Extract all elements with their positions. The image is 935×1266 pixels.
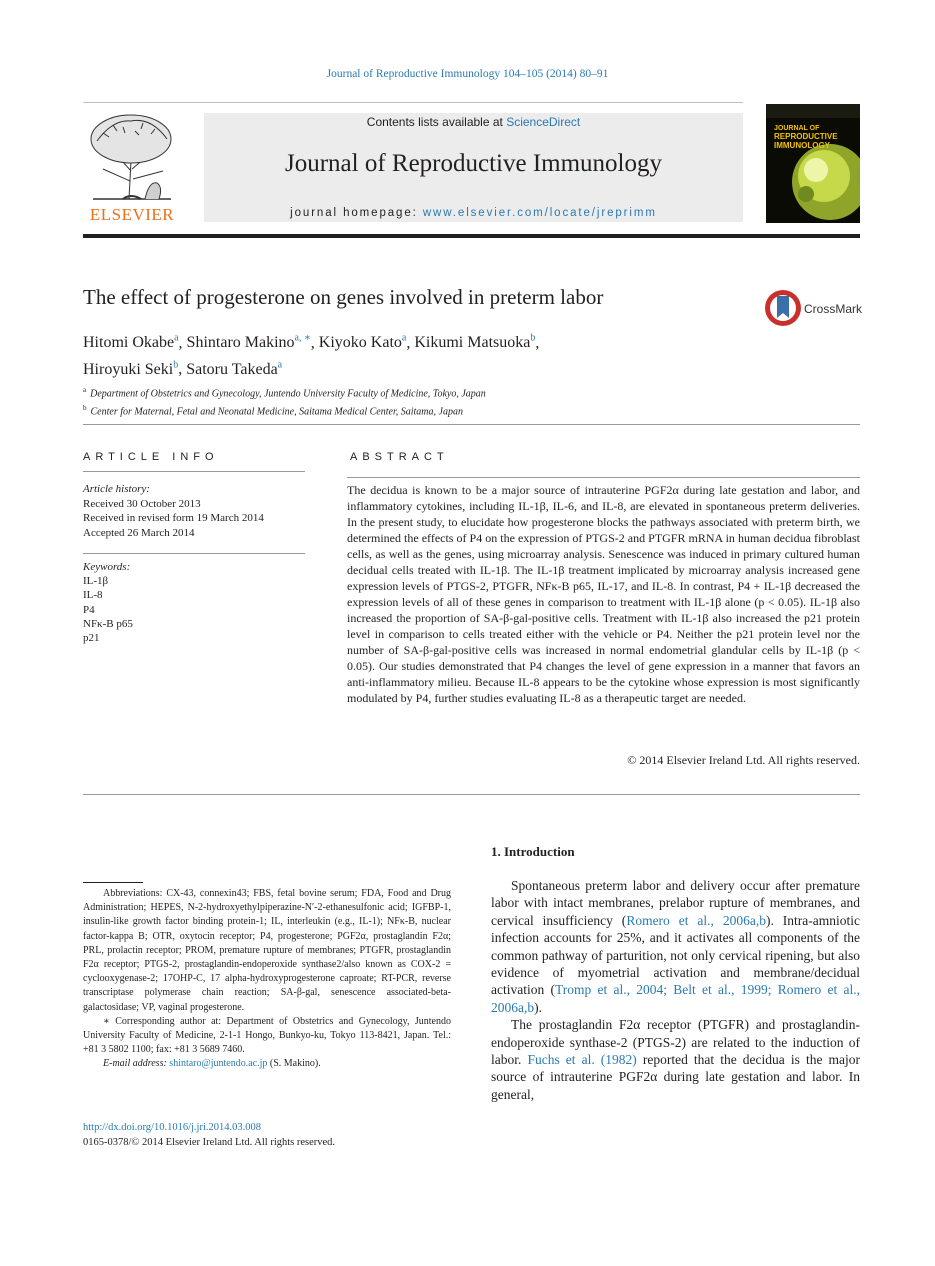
abstract-heading: ABSTRACT [350,451,449,463]
affiliation-label: b [83,404,87,413]
copyright-notice: © 2014 Elsevier Ireland Ltd. All rights reserved. [627,753,860,767]
abbreviations-footnote: Abbreviations: CX-43, connexin43; FBS, fetal bovine serum; FDA, Food and Drug Administration; HEPES, N-2-hydroxyethylpiperazine-N′-2-ethanesulfonic acid; IGFBP-1, insulin-like growth factor binding protein-1; IL, interleukin (e.g., IL-1); NFκ-B, nuclear factor-kappa B; OTR, oxytocin receptor; P4, progesterone; PGF2α, prostaglandin F2α; PRL, prolactin receptor; PROM, premature rupture of membranes; PTGFR, prostaglandin F2α receptor; PTGS-2, prostaglandin-endoperoxide synthase2/also known as COX-2 = cyclooxygenase-2; 17OHP-C, 17 alpha-hydroxyprogesterone caproate; RT-PCR, reverse transcriptase polymerase chain reaction; SA-β-gal, senescence associated-beta-galactosidase; VP, vaginal progesterone. [83,888,451,1013]
introduction-body [491,877,860,1103]
article-history [83,482,305,540]
separator: , [406,334,415,352]
crossmark-icon [764,288,862,328]
affiliation-marker[interactable]: b [530,333,536,344]
history-label: Article history: [83,483,150,495]
author[interactable] [186,361,282,378]
history-item: Received 30 October 2013 [83,497,201,510]
separator: , [178,360,187,378]
email-footnote [83,1057,451,1071]
cover-title: JOURNAL OF [774,125,820,132]
cover-artwork [766,104,860,223]
journal-cover-image[interactable] [766,104,860,223]
journal-homepage [204,207,743,219]
citation-link[interactable]: Tromp et al., 2004; Belt et al., 1999; Romero et al., 2006a,b [491,982,860,1015]
divider [83,424,860,425]
text: The prostaglandin F2α receptor (PTGFR) and prostaglandin-endoperoxide synthase-2 (PTGS-2) are related to the induction of labor. [491,1017,860,1068]
divider [83,794,860,795]
crossmark-label: CrossMark [804,302,862,316]
author-name: Hitomi Okabe [83,334,175,352]
issn-line: 0165-0378/© 2014 Elsevier Ireland Ltd. All rights reserved. [83,1137,336,1148]
abstract-text: The decidua is known to be a major source of intrauterine PGF2α during late gestation and labor, and inflammatory cytokines, including IL-1β, IL-6, and IL-8, are elevated in spontaneous preterm deliveries. In the present study, to elucidate how progesterone blocks the pathways associated with preterm birth, we determined the effects of P4 on the expression of PTGS-2 and PTGFR mRNA in human decidua fibroblast cells, as well as the genes, using microarray analysis. Senescence was induced in primary cultured human decidual cells treated with IL-1β. The IL-1β treatment implicated by microarray analysis increased gene expression levels of PTGS-2, PTGFR, NFκ-B p65, IL-17, and IL-8. In contrast, P4 + IL-1β decreased the expression levels of all of these genes in comparison to treatment with IL-1β alone (p < 0.05). IL-1β also increased the proportion of SA-β-gal-positive cells. Treatment with IL-1β also increased the p21 protein level in comparison to cells treated either with the vehicle or P4. Neither the p21 protein level nor the number of SA-β-gal-positive cells was increased in normal endometrial glandular cells by IL-1β (p < 0.05). Our studies demonstrated that P4 changes the level of gene expression in a manner that favors an anti-inflammatory milieu. Because IL-8 appears to be the cytokine whose expression is most significantly modulated by P4, further studies evaluating IL-8 as a therapeutic target are needed. [347,483,860,705]
author-list [83,328,743,381]
author[interactable] [187,334,311,351]
journal-reference[interactable]: Journal of Reproductive Immunology 104–105 (2014) 80–91 [326,68,609,80]
cover-title: REPRODUCTIVE [774,132,838,141]
footnotes [83,887,451,1072]
cover-title: IMMUNOLOGY [774,141,830,150]
keyword: P4 [83,603,95,616]
corresponding-author-footnote: ∗ Corresponding author at: Department of Obstetrics and Gynecology, Juntendo University Faculty of Medicine, 2-1-1 Hongo, Bunkyo-ku, Tokyo 113-8421, Japan. Tel.: +81 3 5802 1100; fax: +81 3 5689 7460. [83,1015,451,1056]
affiliations [83,383,783,420]
doi-link[interactable]: http://dx.doi.org/10.1016/j.jri.2014.03.008 [83,1122,262,1133]
affiliation-marker[interactable]: b [173,359,179,371]
separator: , [310,334,319,352]
separator: , [178,334,187,352]
keywords [83,560,305,645]
contents-prefix: Contents lists available at [366,115,507,129]
author[interactable] [83,334,179,351]
author-name: Shintaro Makino [186,334,295,352]
elsevier-wordmark: ELSEVIER [89,205,175,224]
keyword: IL-1β [83,575,109,588]
text: Spontaneous preterm labor and delivery occur after premature labor with intact membranes, prelabor rupture of membranes, and cervical insufficiency ( [491,878,860,928]
citation-link[interactable]: Fuchs et al. (1982) [527,1052,637,1068]
divider [83,553,305,554]
affiliation-label: a [83,386,87,394]
homepage-label: journal homepage: [290,207,423,219]
homepage-link[interactable]: www.elsevier.com/locate/jreprimm [422,207,657,219]
text: ). [534,999,542,1015]
author-name: Hiroyuki Seki [83,360,174,378]
paragraph [491,1016,860,1103]
history-item: Received in revised form 19 March 2014 [83,512,264,525]
author[interactable] [83,361,178,378]
separator: , [535,334,540,352]
section-heading: 1. Introduction [491,844,575,859]
keyword: p21 [83,632,100,645]
divider [347,477,860,478]
sciencedirect-link[interactable]: ScienceDirect [506,115,581,129]
elsevier-tree-icon [83,111,181,203]
author[interactable] [414,334,535,351]
header-rule [83,234,860,238]
affiliation-marker[interactable]: a, ∗ [294,333,311,344]
email-label: E-mail address: [103,1058,170,1070]
affiliation-marker[interactable]: a [277,359,283,371]
text: ). Intra-amniotic infection accounts for 25%, and it activates all components of the common pathway of parturition, not only cervical ripening, but also evidence of myometrial activation and membrane/decidual activation ( [491,912,860,998]
author-name: Kikumi Matsuoka [414,334,531,352]
crossmark-badge[interactable] [764,288,862,328]
affiliation [83,383,783,401]
author-name: Kiyoko Kato [318,334,402,352]
keyword: IL-8 [83,589,103,602]
footnote-rule [83,882,143,883]
affiliation-text: Department of Obstetrics and Gynecology, Juntendo University Faculty of Medicine, Tokyo, Japan [90,388,486,400]
keywords-label: Keywords: [83,561,131,573]
divider [83,102,743,103]
email-link[interactable]: shintaro@juntendo.ac.jp [169,1058,268,1070]
contents-line [204,115,743,129]
text: reported that the decidua is the major source of intrauterine PGF2α during late gestation and labor. In general, [491,1052,860,1102]
keyword: NFκ-B p65 [83,617,133,630]
affiliation-marker[interactable]: a [174,333,179,344]
email-suffix: (S. Makino). [267,1058,321,1070]
article-title: The effect of progesterone on genes involved in preterm labor [83,285,604,309]
history-item: Accepted 26 March 2014 [83,526,195,539]
paragraph [491,877,860,1016]
author-name: Satoru Takeda [186,360,278,378]
affiliation-text: Center for Maternal, Fetal and Neonatal Medicine, Saitama Medical Center, Saitama, Japan [90,406,463,418]
affiliation [83,401,783,419]
author[interactable] [319,334,407,351]
article-info-heading: ARTICLE INFO [83,451,219,463]
divider [83,471,305,472]
affiliation-marker[interactable]: a [401,333,407,344]
journal-title: Journal of Reproductive Immunology [284,150,662,177]
doi-block [83,1120,335,1150]
citation-link[interactable]: Romero et al., 2006a,b [626,912,766,928]
